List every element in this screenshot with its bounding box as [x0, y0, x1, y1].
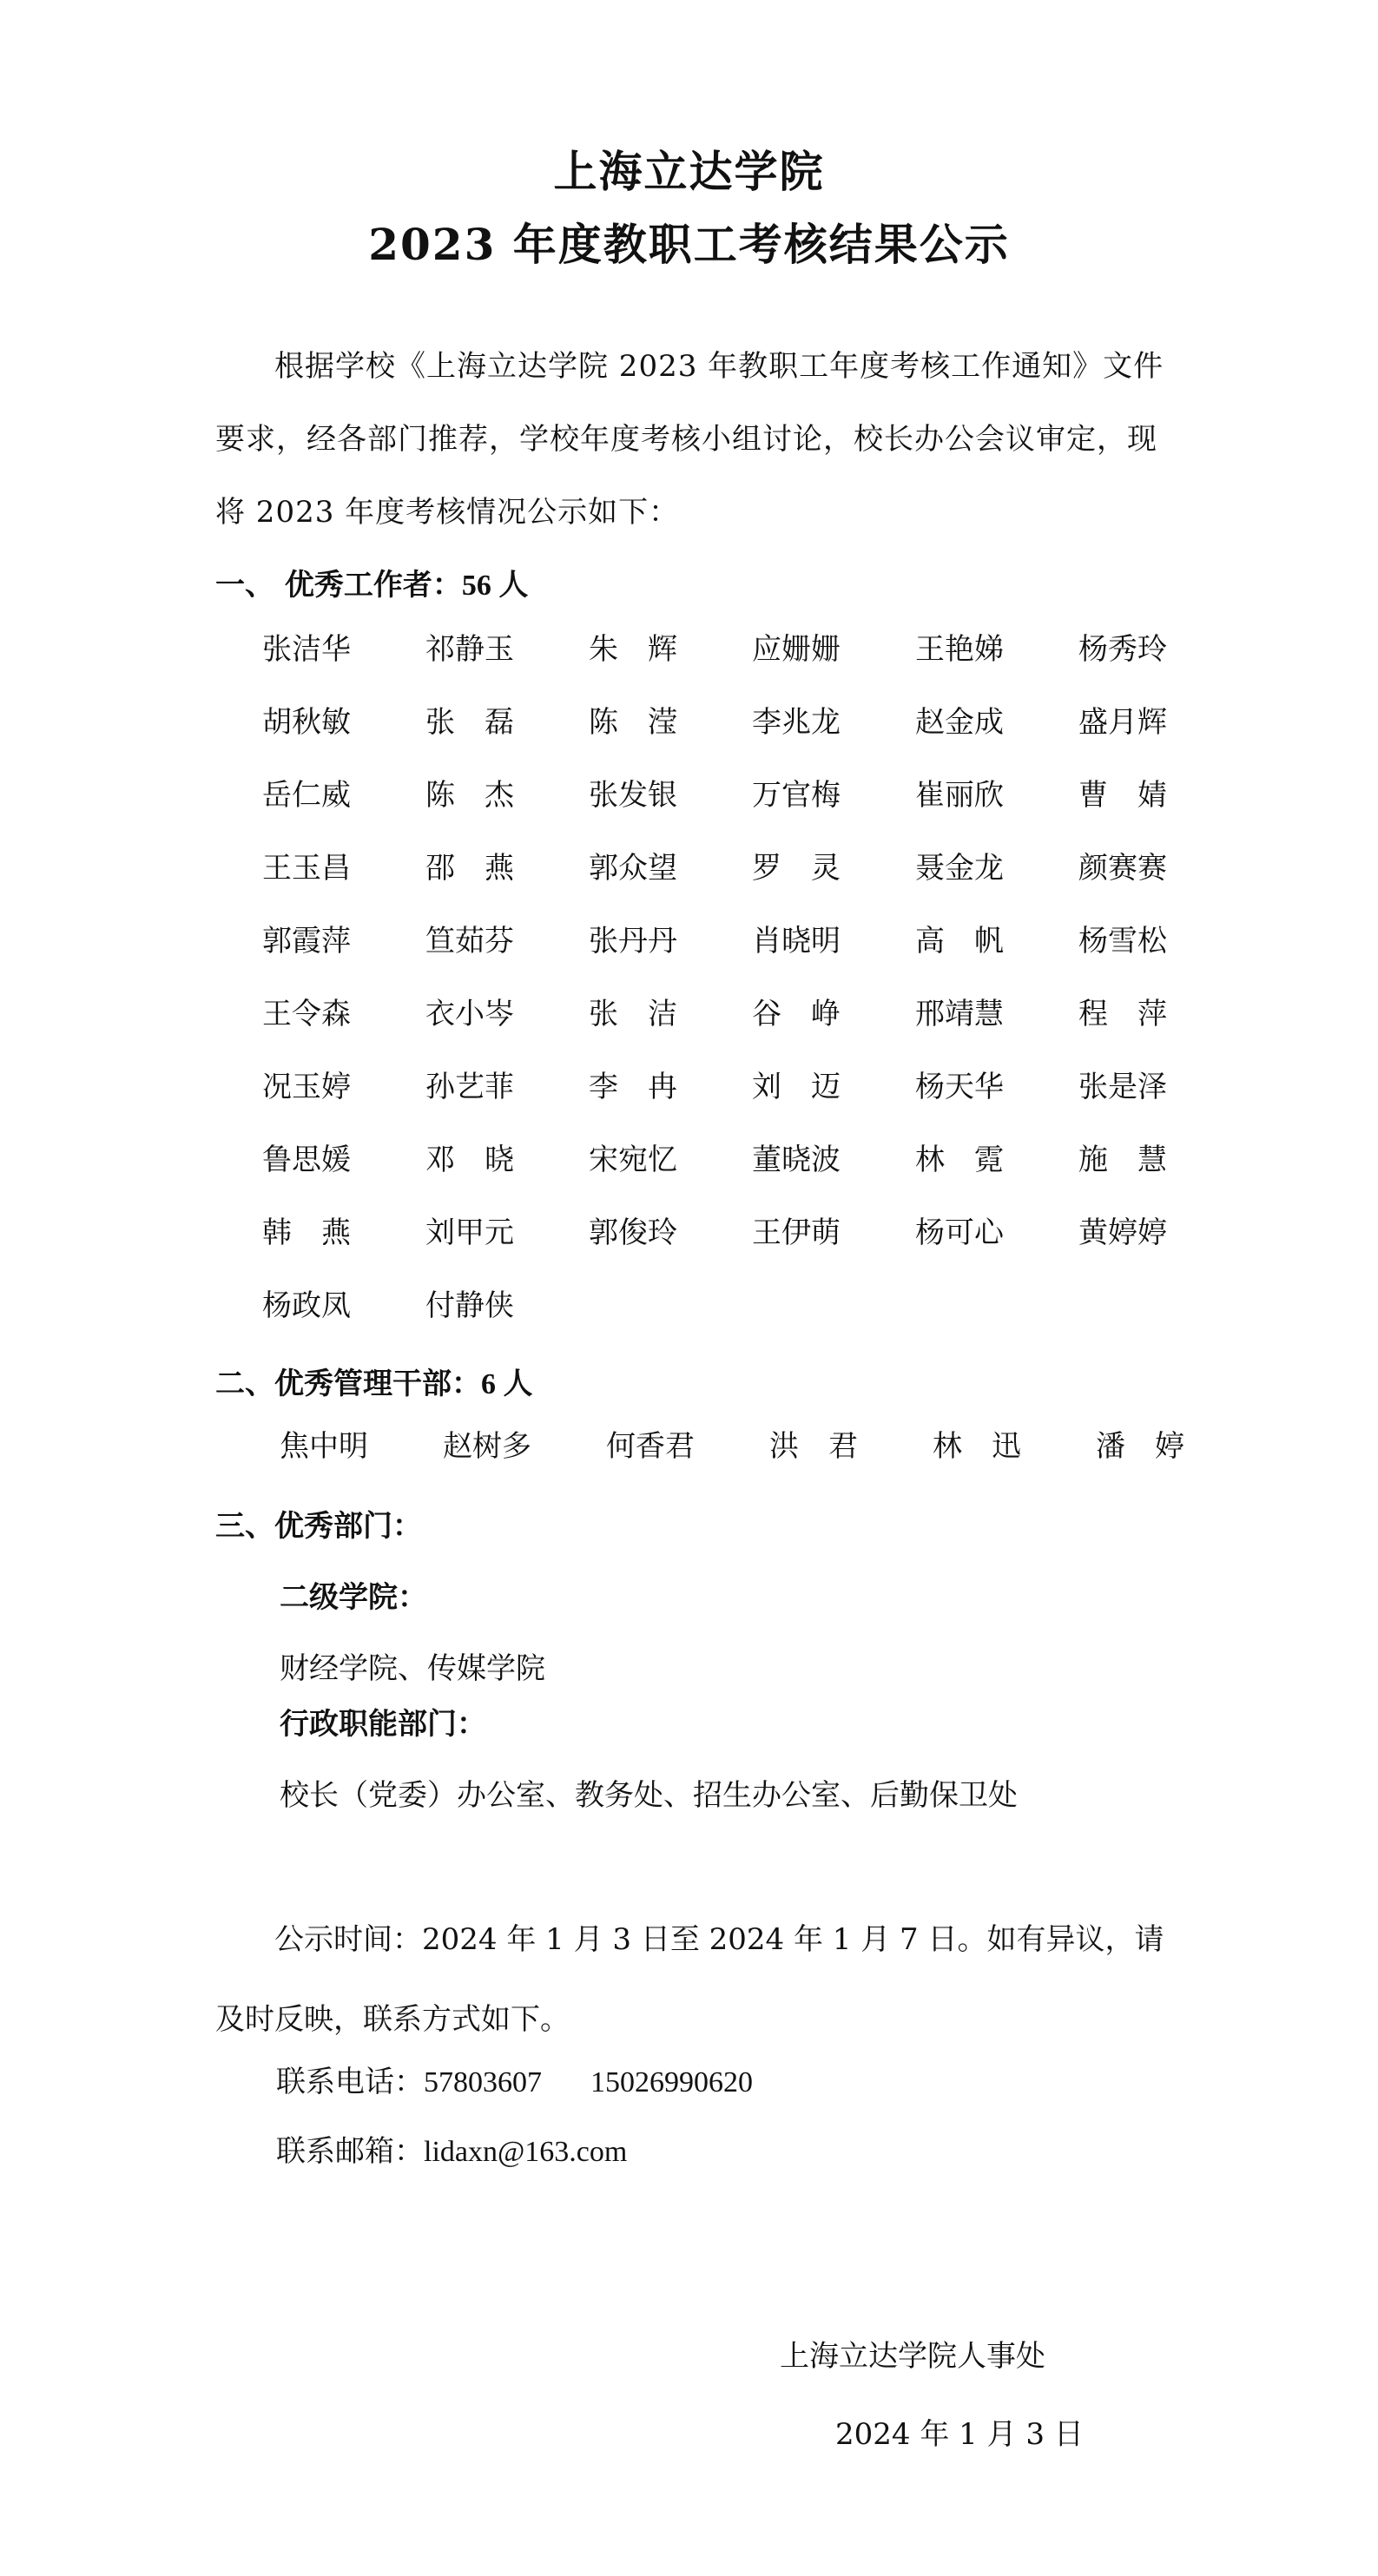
- name-item: 笪茹芬: [425, 924, 514, 959]
- section2-heading: [215, 1360, 533, 1402]
- admin-dept-label: 行政职能部门：: [280, 1707, 486, 1742]
- intro-paragraph: 根据学校《上海立达学院 2023 年教职工年度考核工作通知》文件要求，经各部门推荐，学校年度考核小组讨论，校长办公会议审定，现将 2023 年度考核情况公示如下：: [215, 349, 1164, 530]
- name-item: 付静侠: [425, 1288, 514, 1323]
- name-item: 董晓波: [752, 1143, 841, 1177]
- name-item: 林 霓: [915, 1143, 1004, 1177]
- name-item: 杨天华: [915, 1070, 1004, 1104]
- name-item: 祁静玉: [425, 632, 514, 667]
- name-item: 潘 婷: [1096, 1429, 1184, 1464]
- name-item: 聂金龙: [915, 851, 1004, 886]
- name-item: 杨秀玲: [1078, 632, 1167, 667]
- name-item: 肖晓明: [752, 924, 841, 959]
- name-item: 张是泽: [1078, 1070, 1167, 1104]
- section2-heading-label: 二、优秀管理干部：: [215, 1367, 481, 1401]
- name-item: 郭俊玲: [589, 1216, 677, 1250]
- name-item: 崔丽欣: [915, 778, 1004, 813]
- name-item: 衣小岑: [425, 997, 514, 1031]
- name-item: 张丹丹: [589, 924, 677, 959]
- name-item: 颜赛赛: [1078, 851, 1167, 886]
- name-item: 邓 晓: [425, 1143, 514, 1177]
- name-item: 刘 迈: [752, 1070, 841, 1104]
- name-item: 杨可心: [915, 1216, 1004, 1250]
- name-item: 张 洁: [589, 997, 677, 1031]
- notice-period: 公示时间：2024 年 1 月 3 日至 2024 年 1 月 7 日。如有异议，请及时反映，联系方式如下。: [215, 1922, 1164, 2037]
- name-item: 李 冉: [589, 1070, 677, 1104]
- section2-count: 6 人: [481, 1368, 533, 1400]
- phone-number-1: 57803607: [424, 2066, 542, 2098]
- college-list: 财经学院、传媒学院: [280, 1651, 545, 1686]
- document-title: 上海立达学院: [553, 146, 825, 197]
- name-item: 张 磊: [425, 705, 514, 740]
- phone-number-2: 15026990620: [590, 2066, 753, 2098]
- college-label: 二级学院：: [280, 1580, 427, 1615]
- name-item: 盛月辉: [1078, 705, 1167, 740]
- contact-email: [276, 2127, 627, 2170]
- name-item: 韩 燕: [262, 1216, 351, 1250]
- excellent-workers-list: [262, 613, 1217, 1342]
- document-subtitle: 2023 年度教职工考核结果公示: [368, 219, 1010, 270]
- admin-dept-list: 校长（党委）办公室、教务处、招生办公室、后勤保卫处: [280, 1778, 1018, 1813]
- name-item: 施 慧: [1078, 1143, 1167, 1177]
- name-item: 高 帆: [915, 924, 1004, 959]
- name-item: 赵金成: [915, 705, 1004, 740]
- section3-heading: 三、优秀部门：: [215, 1509, 422, 1544]
- section1-heading: [215, 561, 528, 603]
- name-item: 胡秋敏: [262, 705, 351, 740]
- name-item: 焦中明: [280, 1429, 368, 1464]
- name-item: 张洁华: [262, 632, 351, 667]
- signature-org: 上海立达学院人事处: [780, 2339, 1045, 2374]
- name-item: 黄婷婷: [1078, 1216, 1167, 1250]
- name-item: 岳仁威: [262, 778, 351, 813]
- section1-heading-label: 一、 优秀工作者：: [215, 568, 462, 603]
- name-item: 邵 燕: [425, 851, 514, 886]
- name-item: 谷 峥: [752, 997, 841, 1031]
- signature-date: 2024 年 1 月 3 日: [835, 2417, 1084, 2452]
- name-item: 郭众望: [589, 851, 677, 886]
- section1-count: 56 人: [461, 570, 529, 602]
- name-item: 杨政凤: [262, 1288, 351, 1323]
- name-item: 林 迅: [933, 1429, 1021, 1464]
- name-item: 刘甲元: [425, 1216, 514, 1250]
- name-item: 王玉昌: [262, 851, 351, 886]
- name-item: 朱 辉: [589, 632, 677, 667]
- name-item: 李兆龙: [752, 705, 841, 740]
- name-item: 程 萍: [1078, 997, 1167, 1031]
- phone-label: 联系电话：: [276, 2065, 424, 2099]
- email-label: 联系邮箱：: [276, 2134, 424, 2169]
- name-item: 罗 灵: [752, 851, 841, 886]
- name-item: 陈 杰: [425, 778, 514, 813]
- name-item: 宋宛忆: [589, 1143, 677, 1177]
- name-item: 王令森: [262, 997, 351, 1031]
- name-item: 杨雪松: [1078, 924, 1167, 959]
- name-item: 王伊萌: [752, 1216, 841, 1250]
- name-item: 应姗姗: [752, 632, 841, 667]
- excellent-managers-list: [280, 1410, 1235, 1483]
- name-item: 况玉婷: [262, 1070, 351, 1104]
- name-item: 陈 滢: [589, 705, 677, 740]
- name-item: 何香君: [606, 1429, 695, 1464]
- name-item: 王艳娣: [915, 632, 1004, 667]
- name-item: 张发银: [589, 778, 677, 813]
- contact-phone: [276, 2058, 753, 2100]
- name-item: 洪 君: [769, 1429, 858, 1464]
- name-item: 邢靖慧: [915, 997, 1004, 1031]
- email-address: lidaxn@163.com: [424, 2136, 628, 2168]
- name-item: 鲁思媛: [262, 1143, 351, 1177]
- name-item: 万官梅: [752, 778, 841, 813]
- name-item: 孙艺菲: [425, 1070, 514, 1104]
- name-item: 赵树多: [443, 1429, 531, 1464]
- name-item: 曹 婧: [1078, 778, 1167, 813]
- name-item: 郭霞萍: [262, 924, 351, 959]
